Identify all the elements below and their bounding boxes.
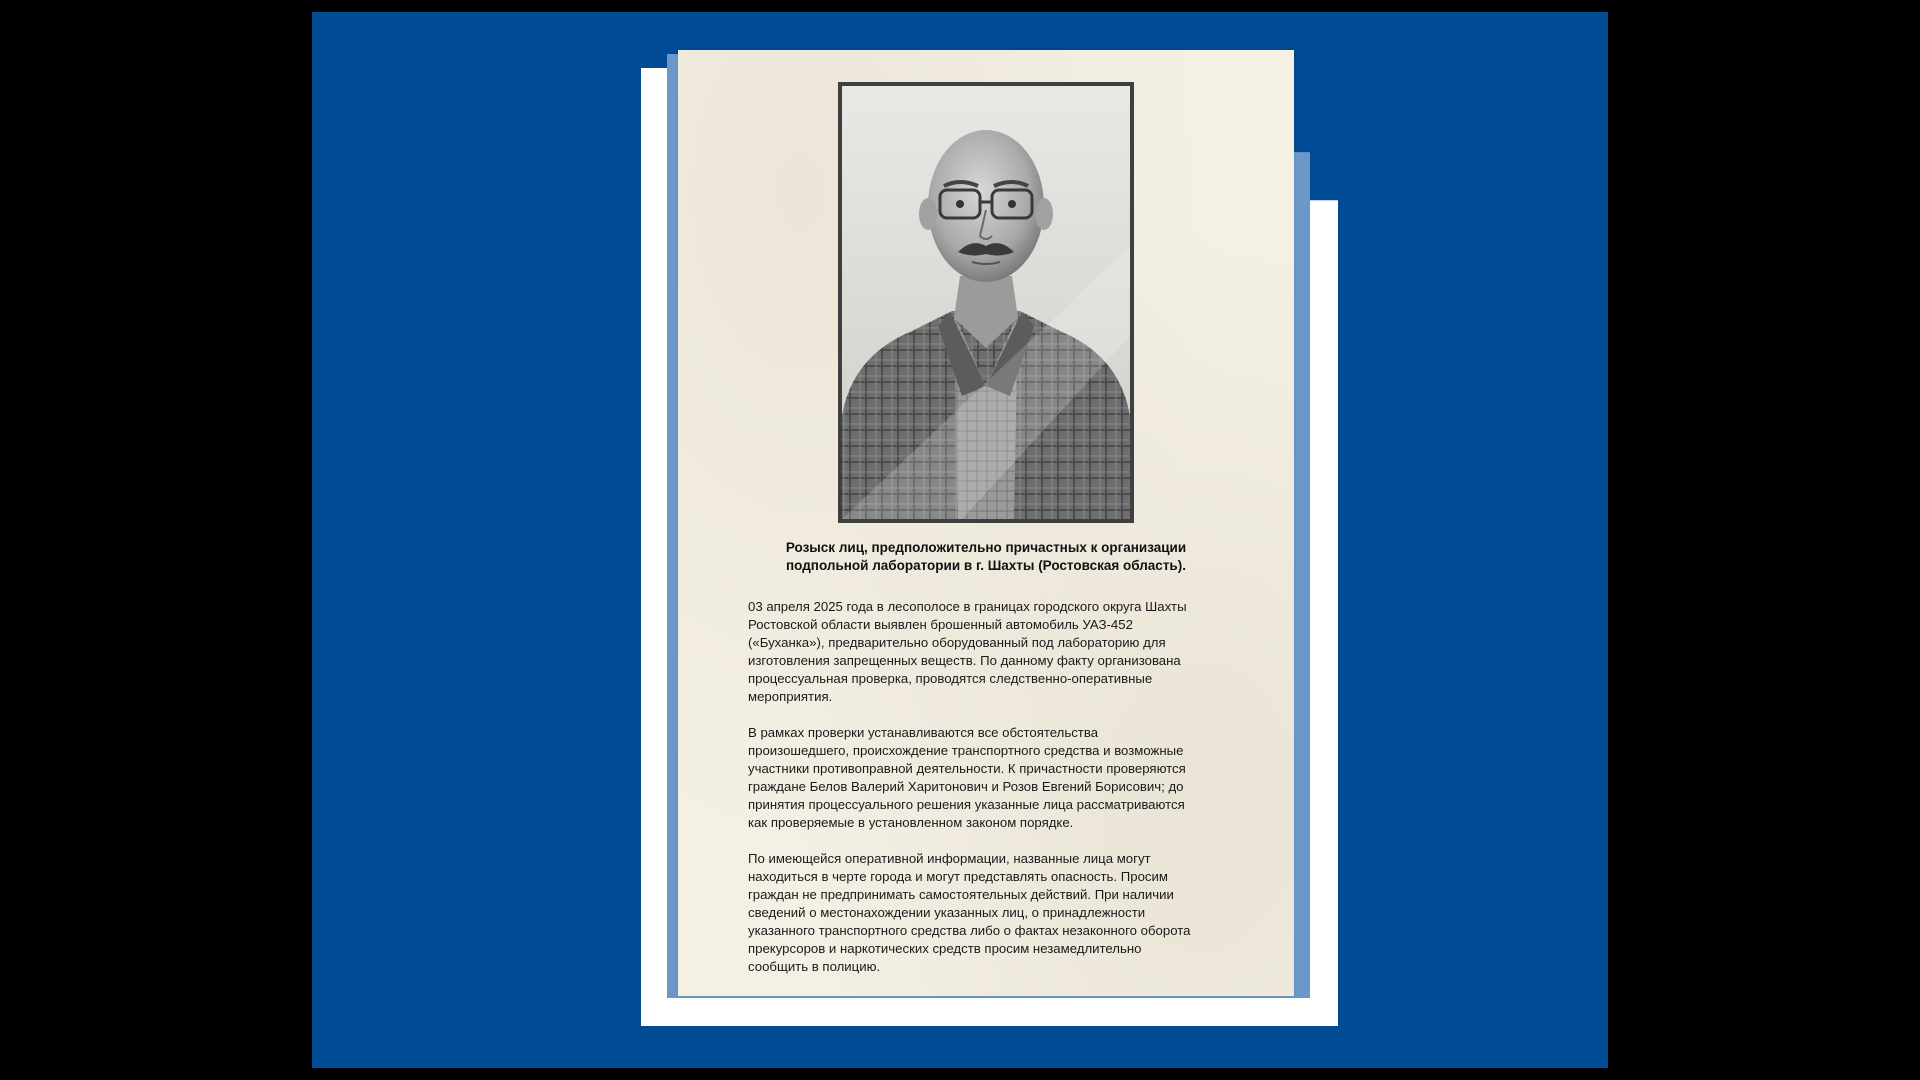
- notice-headline: [718, 539, 1254, 575]
- body-line: 03 апреля 2025 года в лесополосе в границах городского округа Шахты: [748, 599, 1187, 614]
- portrait-frame: [838, 82, 1134, 523]
- notice-body: [748, 598, 1238, 994]
- body-paragraph-1: [748, 598, 1238, 706]
- body-line: В рамках проверки устанавливаются все обстоятельства: [748, 725, 1099, 740]
- body-line: граждане Белов Валерий Харитонович и Розов Евгений Борисович; до: [748, 779, 1184, 794]
- body-line: Ростовской области выявлен брошенный автомобиль УАЗ-452: [748, 617, 1133, 632]
- body-line: сообщить в полицию.: [748, 959, 881, 974]
- body-line: По имеющейся оперативной информации, названные лица могут: [748, 851, 1151, 866]
- pencil-sketch-portrait-icon: [842, 86, 1130, 519]
- body-line: произошедшего, происхождение транспортного средства и возможные: [748, 743, 1184, 758]
- body-paragraph-2: [748, 724, 1238, 832]
- body-line: находиться в черте города и могут представлять опасность. Просим: [748, 869, 1168, 884]
- body-line: процессуальная проверка, проводятся следственно-оперативные: [748, 671, 1153, 686]
- body-line: сведений о местонахождении указанных лиц, о принадлежности: [748, 905, 1146, 920]
- body-line: участники противоправной деятельности. К причастности проверяются: [748, 761, 1186, 776]
- body-line: изготовления запрещенных веществ. По данному факту организована: [748, 653, 1181, 668]
- headline-line: Розыск лиц, предположительно причастных к организации: [785, 540, 1187, 555]
- body-line: прекурсоров и наркотических средств просим незамедлительно: [748, 941, 1142, 956]
- body-paragraph-3: [748, 850, 1238, 976]
- wanted-notice-document: [678, 50, 1294, 996]
- body-line: мероприятия.: [748, 689, 833, 704]
- body-line: указанного транспортного средства либо о фактах незаконного оборота: [748, 923, 1191, 938]
- body-line: («Буханка»), предварительно оборудованный под лабораторию для: [748, 635, 1166, 650]
- headline-line: подпольной лаборатории в г. Шахты (Ростовская область).: [786, 558, 1186, 573]
- body-line: как проверяемые в установленном законом порядке.: [748, 815, 1074, 830]
- body-line: граждан не предпринимать самостоятельных действий. При наличии: [748, 887, 1174, 902]
- body-line: принятия процессуального решения указанные лица рассматриваются: [748, 797, 1185, 812]
